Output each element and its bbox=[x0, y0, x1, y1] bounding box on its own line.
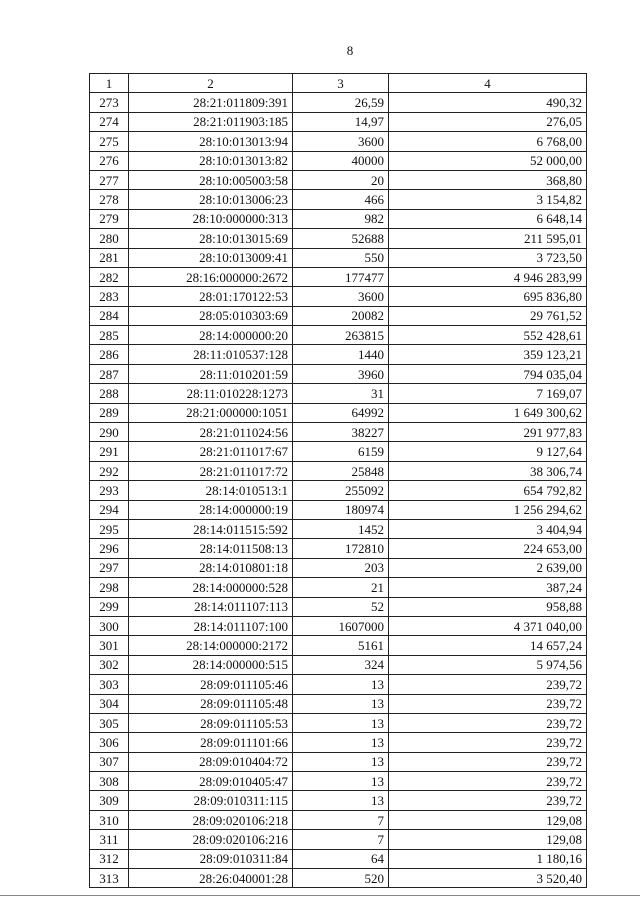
amount-cell: 276,05 bbox=[389, 112, 587, 131]
cadastral-number-cell: 28:14:011515:592 bbox=[129, 519, 293, 538]
area-cell: 263815 bbox=[293, 326, 389, 345]
row-number-cell: 313 bbox=[90, 869, 129, 888]
area-cell: 7 bbox=[293, 810, 389, 829]
table-row bbox=[90, 830, 587, 849]
amount-cell: 239,72 bbox=[389, 791, 587, 810]
table-row bbox=[90, 558, 587, 577]
area-cell: 13 bbox=[293, 791, 389, 810]
row-number-cell: 294 bbox=[90, 500, 129, 519]
row-number-cell: 300 bbox=[90, 616, 129, 635]
area-cell: 64 bbox=[293, 849, 389, 868]
area-cell: 40000 bbox=[293, 151, 389, 170]
column-header-4: 4 bbox=[389, 74, 587, 93]
table-row bbox=[90, 713, 587, 732]
area-cell: 3600 bbox=[293, 132, 389, 151]
row-number-cell: 297 bbox=[90, 558, 129, 577]
cadastral-number-cell: 28:09:010311:115 bbox=[129, 791, 293, 810]
amount-cell: 211 595,01 bbox=[389, 229, 587, 248]
row-number-cell: 309 bbox=[90, 791, 129, 810]
area-cell: 13 bbox=[293, 713, 389, 732]
row-number-cell: 273 bbox=[90, 93, 129, 112]
cadastral-number-cell: 28:21:011017:72 bbox=[129, 461, 293, 480]
cadastral-number-cell: 28:14:010801:18 bbox=[129, 558, 293, 577]
row-number-cell: 291 bbox=[90, 442, 129, 461]
table-row bbox=[90, 597, 587, 616]
table-row bbox=[90, 151, 587, 170]
cadastral-number-cell: 28:14:000000:515 bbox=[129, 655, 293, 674]
table-row bbox=[90, 481, 587, 500]
cadastral-number-cell: 28:09:010404:72 bbox=[129, 752, 293, 771]
amount-cell: 4 371 040,00 bbox=[389, 616, 587, 635]
cadastral-number-cell: 28:14:000000:528 bbox=[129, 578, 293, 597]
table-row bbox=[90, 461, 587, 480]
area-cell: 1452 bbox=[293, 519, 389, 538]
cadastral-number-cell: 28:10:000000:313 bbox=[129, 209, 293, 228]
cadastral-number-cell: 28:05:010303:69 bbox=[129, 306, 293, 325]
cadastral-number-cell: 28:11:010228:1273 bbox=[129, 384, 293, 403]
row-number-cell: 293 bbox=[90, 481, 129, 500]
column-header-3: 3 bbox=[293, 74, 389, 93]
area-cell: 6159 bbox=[293, 442, 389, 461]
row-number-cell: 284 bbox=[90, 306, 129, 325]
table-body bbox=[90, 93, 587, 888]
table-row bbox=[90, 752, 587, 771]
cadastral-number-cell: 28:14:010513:1 bbox=[129, 481, 293, 500]
row-number-cell: 286 bbox=[90, 345, 129, 364]
table-row bbox=[90, 190, 587, 209]
cadastral-number-cell: 28:01:170122:53 bbox=[129, 287, 293, 306]
row-number-cell: 301 bbox=[90, 636, 129, 655]
row-number-cell: 276 bbox=[90, 151, 129, 170]
row-number-cell: 304 bbox=[90, 694, 129, 713]
table-row bbox=[90, 733, 587, 752]
amount-cell: 129,08 bbox=[389, 810, 587, 829]
area-cell: 550 bbox=[293, 248, 389, 267]
amount-cell: 552 428,61 bbox=[389, 326, 587, 345]
table-row bbox=[90, 112, 587, 131]
table-row bbox=[90, 519, 587, 538]
amount-cell: 239,72 bbox=[389, 675, 587, 694]
table-row bbox=[90, 849, 587, 868]
area-cell: 13 bbox=[293, 694, 389, 713]
cadastral-number-cell: 28:10:013015:69 bbox=[129, 229, 293, 248]
row-number-cell: 290 bbox=[90, 423, 129, 442]
table-row bbox=[90, 791, 587, 810]
table-row bbox=[90, 675, 587, 694]
amount-cell: 291 977,83 bbox=[389, 423, 587, 442]
amount-cell: 3 154,82 bbox=[389, 190, 587, 209]
column-header-1: 1 bbox=[90, 74, 129, 93]
table-row bbox=[90, 403, 587, 422]
area-cell: 324 bbox=[293, 655, 389, 674]
table-row bbox=[90, 267, 587, 286]
row-number-cell: 298 bbox=[90, 578, 129, 597]
cadastral-number-cell: 28:14:000000:2172 bbox=[129, 636, 293, 655]
amount-cell: 3 723,50 bbox=[389, 248, 587, 267]
data-table bbox=[89, 73, 587, 888]
area-cell: 5161 bbox=[293, 636, 389, 655]
amount-cell: 6 768,00 bbox=[389, 132, 587, 151]
cadastral-number-cell: 28:09:011101:66 bbox=[129, 733, 293, 752]
area-cell: 20 bbox=[293, 170, 389, 189]
amount-cell: 239,72 bbox=[389, 713, 587, 732]
row-number-cell: 282 bbox=[90, 267, 129, 286]
cadastral-number-cell: 28:21:011903:185 bbox=[129, 112, 293, 131]
area-cell: 520 bbox=[293, 869, 389, 888]
amount-cell: 239,72 bbox=[389, 772, 587, 791]
amount-cell: 490,32 bbox=[389, 93, 587, 112]
area-cell: 3960 bbox=[293, 364, 389, 383]
row-number-cell: 279 bbox=[90, 209, 129, 228]
row-number-cell: 308 bbox=[90, 772, 129, 791]
table-row bbox=[90, 539, 587, 558]
row-number-cell: 277 bbox=[90, 170, 129, 189]
area-cell: 177477 bbox=[293, 267, 389, 286]
amount-cell: 1 180,16 bbox=[389, 849, 587, 868]
amount-cell: 6 648,14 bbox=[389, 209, 587, 228]
amount-cell: 129,08 bbox=[389, 830, 587, 849]
table-row bbox=[90, 345, 587, 364]
table-row bbox=[90, 326, 587, 345]
table-row bbox=[90, 248, 587, 267]
amount-cell: 38 306,74 bbox=[389, 461, 587, 480]
row-number-cell: 299 bbox=[90, 597, 129, 616]
area-cell: 466 bbox=[293, 190, 389, 209]
area-cell: 64992 bbox=[293, 403, 389, 422]
page-number: 8 bbox=[346, 43, 354, 58]
area-cell: 3600 bbox=[293, 287, 389, 306]
cadastral-number-cell: 28:14:011107:113 bbox=[129, 597, 293, 616]
area-cell: 13 bbox=[293, 772, 389, 791]
amount-cell: 7 169,07 bbox=[389, 384, 587, 403]
row-number-cell: 312 bbox=[90, 849, 129, 868]
cadastral-number-cell: 28:09:020106:216 bbox=[129, 830, 293, 849]
row-number-cell: 287 bbox=[90, 364, 129, 383]
table-row bbox=[90, 810, 587, 829]
cadastral-number-cell: 28:10:013009:41 bbox=[129, 248, 293, 267]
row-number-cell: 289 bbox=[90, 403, 129, 422]
area-cell: 31 bbox=[293, 384, 389, 403]
cadastral-number-cell: 28:14:011508:13 bbox=[129, 539, 293, 558]
cadastral-number-cell: 28:11:010201:59 bbox=[129, 364, 293, 383]
table-row bbox=[90, 423, 587, 442]
cadastral-number-cell: 28:10:013013:82 bbox=[129, 151, 293, 170]
row-number-cell: 310 bbox=[90, 810, 129, 829]
cadastral-number-cell: 28:21:011809:391 bbox=[129, 93, 293, 112]
amount-cell: 9 127,64 bbox=[389, 442, 587, 461]
cadastral-number-cell: 28:21:011024:56 bbox=[129, 423, 293, 442]
cadastral-number-cell: 28:10:013006:23 bbox=[129, 190, 293, 209]
amount-cell: 239,72 bbox=[389, 733, 587, 752]
row-number-cell: 278 bbox=[90, 190, 129, 209]
table-row bbox=[90, 306, 587, 325]
area-cell: 172810 bbox=[293, 539, 389, 558]
row-number-cell: 302 bbox=[90, 655, 129, 674]
cadastral-number-cell: 28:21:000000:1051 bbox=[129, 403, 293, 422]
area-cell: 14,97 bbox=[293, 112, 389, 131]
table-row bbox=[90, 578, 587, 597]
row-number-cell: 275 bbox=[90, 132, 129, 151]
area-cell: 7 bbox=[293, 830, 389, 849]
table-row bbox=[90, 772, 587, 791]
row-number-cell: 303 bbox=[90, 675, 129, 694]
cadastral-number-cell: 28:09:011105:53 bbox=[129, 713, 293, 732]
amount-cell: 52 000,00 bbox=[389, 151, 587, 170]
area-cell: 38227 bbox=[293, 423, 389, 442]
row-number-cell: 281 bbox=[90, 248, 129, 267]
amount-cell: 14 657,24 bbox=[389, 636, 587, 655]
table-row bbox=[90, 442, 587, 461]
cadastral-number-cell: 28:21:011017:67 bbox=[129, 442, 293, 461]
amount-cell: 5 974,56 bbox=[389, 655, 587, 674]
table-row bbox=[90, 93, 587, 112]
amount-cell: 3 520,40 bbox=[389, 869, 587, 888]
amount-cell: 1 256 294,62 bbox=[389, 500, 587, 519]
area-cell: 20082 bbox=[293, 306, 389, 325]
cadastral-number-cell: 28:09:010311:84 bbox=[129, 849, 293, 868]
amount-cell: 654 792,82 bbox=[389, 481, 587, 500]
cadastral-number-cell: 28:10:013013:94 bbox=[129, 132, 293, 151]
amount-cell: 29 761,52 bbox=[389, 306, 587, 325]
row-number-cell: 295 bbox=[90, 519, 129, 538]
amount-cell: 359 123,21 bbox=[389, 345, 587, 364]
row-number-cell: 296 bbox=[90, 539, 129, 558]
table-row bbox=[90, 132, 587, 151]
table-row bbox=[90, 287, 587, 306]
cadastral-number-cell: 28:14:000000:20 bbox=[129, 326, 293, 345]
table-row bbox=[90, 170, 587, 189]
table-row bbox=[90, 616, 587, 635]
cadastral-number-cell: 28:11:010537:128 bbox=[129, 345, 293, 364]
row-number-cell: 283 bbox=[90, 287, 129, 306]
amount-cell: 3 404,94 bbox=[389, 519, 587, 538]
table-row bbox=[90, 209, 587, 228]
cadastral-number-cell: 28:26:040001:28 bbox=[129, 869, 293, 888]
area-cell: 52688 bbox=[293, 229, 389, 248]
row-number-cell: 311 bbox=[90, 830, 129, 849]
area-cell: 21 bbox=[293, 578, 389, 597]
table-row bbox=[90, 636, 587, 655]
amount-cell: 239,72 bbox=[389, 694, 587, 713]
table-row bbox=[90, 869, 587, 888]
area-cell: 982 bbox=[293, 209, 389, 228]
area-cell: 25848 bbox=[293, 461, 389, 480]
row-number-cell: 292 bbox=[90, 461, 129, 480]
table-row bbox=[90, 694, 587, 713]
table-row bbox=[90, 500, 587, 519]
row-number-cell: 274 bbox=[90, 112, 129, 131]
amount-cell: 224 653,00 bbox=[389, 539, 587, 558]
cadastral-number-cell: 28:10:005003:58 bbox=[129, 170, 293, 189]
table-row bbox=[90, 229, 587, 248]
cadastral-number-cell: 28:14:011107:100 bbox=[129, 616, 293, 635]
cadastral-number-cell: 28:14:000000:19 bbox=[129, 500, 293, 519]
table-header-row bbox=[90, 74, 587, 93]
amount-cell: 368,80 bbox=[389, 170, 587, 189]
row-number-cell: 305 bbox=[90, 713, 129, 732]
cadastral-number-cell: 28:09:011105:48 bbox=[129, 694, 293, 713]
row-number-cell: 280 bbox=[90, 229, 129, 248]
amount-cell: 4 946 283,99 bbox=[389, 267, 587, 286]
area-cell: 1440 bbox=[293, 345, 389, 364]
row-number-cell: 306 bbox=[90, 733, 129, 752]
amount-cell: 958,88 bbox=[389, 597, 587, 616]
amount-cell: 387,24 bbox=[389, 578, 587, 597]
row-number-cell: 307 bbox=[90, 752, 129, 771]
table-row bbox=[90, 384, 587, 403]
area-cell: 52 bbox=[293, 597, 389, 616]
area-cell: 255092 bbox=[293, 481, 389, 500]
amount-cell: 794 035,04 bbox=[389, 364, 587, 383]
column-header-2: 2 bbox=[129, 74, 293, 93]
area-cell: 1607000 bbox=[293, 616, 389, 635]
table-row bbox=[90, 364, 587, 383]
area-cell: 13 bbox=[293, 752, 389, 771]
area-cell: 203 bbox=[293, 558, 389, 577]
amount-cell: 2 639,00 bbox=[389, 558, 587, 577]
row-number-cell: 285 bbox=[90, 326, 129, 345]
row-number-cell: 288 bbox=[90, 384, 129, 403]
cadastral-number-cell: 28:16:000000:2672 bbox=[129, 267, 293, 286]
amount-cell: 695 836,80 bbox=[389, 287, 587, 306]
table-row bbox=[90, 655, 587, 674]
area-cell: 180974 bbox=[293, 500, 389, 519]
cadastral-number-cell: 28:09:020106:218 bbox=[129, 810, 293, 829]
area-cell: 13 bbox=[293, 675, 389, 694]
cadastral-number-cell: 28:09:010405:47 bbox=[129, 772, 293, 791]
amount-cell: 239,72 bbox=[389, 752, 587, 771]
area-cell: 13 bbox=[293, 733, 389, 752]
amount-cell: 1 649 300,62 bbox=[389, 403, 587, 422]
cadastral-number-cell: 28:09:011105:46 bbox=[129, 675, 293, 694]
area-cell: 26,59 bbox=[293, 93, 389, 112]
bottom-scan-edge bbox=[0, 895, 640, 896]
